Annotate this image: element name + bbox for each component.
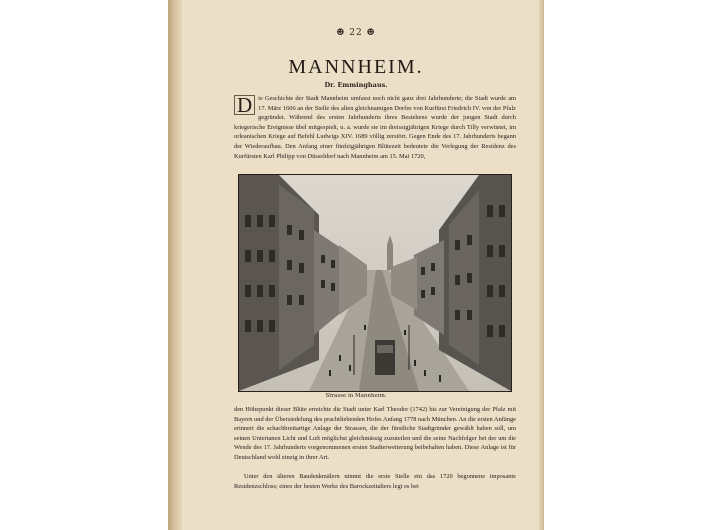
paragraph-1-text: ie Geschichte der Stadt Mannheim umfasst noch nicht ganz drei Jahrhunderte; die Stadt wurde am 17. März 1606 an der Stelle des alten gleichnamigen Dorfes von Kurfürst Friedrich IV. von der Pfalz gegründet. Während des ersten Jahrhunderts ihres Bestehens wurde der jungen Stadt durch kriegerische Ereignisse übel mitgespielt, u. a. wurde sie im dreissigjährigen Kriege durch Tilly verwüstet, im orleanischen Kriege auf Befehl Ludwigs XIV. 1689 völlig zerstört. Gegen Ende des 17. Jahrhunderts begann der Wiederaufbau. Den Anfang einer fünfzigjährigen Blütezeit bedeutete die Verlegung der Residenz des Kurfürsten Karl Philipp von Düsseldorf nach Mannheim am 15. Mai 1720, (234, 95, 516, 160)
street-scene-illustration (239, 175, 511, 391)
author-name: Dr. Emminghaus. (324, 81, 388, 89)
photo-caption: Strasse in Mannheim. (325, 393, 387, 399)
page-edge (539, 0, 544, 530)
street-photograph (238, 174, 512, 392)
page-title: MANNHEIM. (288, 56, 424, 78)
paragraph-1 (234, 94, 516, 161)
paragraph-3: Unter den älteren Baudenkmälern nimmt die erste Stelle ein das 1720 begonnene imposante Residenzschloss; eines der besten Werke des Barockzeitalters legt es bei (234, 473, 516, 490)
page-number: ☻ 22 ☻ (336, 28, 376, 38)
page-gutter (168, 0, 182, 530)
paragraph-2: den Höhepunkt dieser Blüte erreichte die Stadt unter Karl Theodor (1742) bis zur Vereinigung der Pfalz mit Bayern und der Übersiedelung des prachtliebenden Hofes Anfang 1778 nach München. An die ersten Anfänge erinnert die schachbrettartige Anlage der Strassen, die der fürstliche Stadtgründer gewählt haben soll, um seinen Untertanen Licht und Luft möglichst gleichmässig zuzuteilen und die seine Nachfolger bei der um die Wende des 17. Jahrhunderts vorgenommenen ersten Stadterweiterung beibehalten haben. Diese Anlage ist für Deutschland wohl einzig in ihrer Art. (234, 406, 516, 461)
drop-cap-letter: D (234, 95, 255, 115)
book-page (168, 0, 544, 530)
